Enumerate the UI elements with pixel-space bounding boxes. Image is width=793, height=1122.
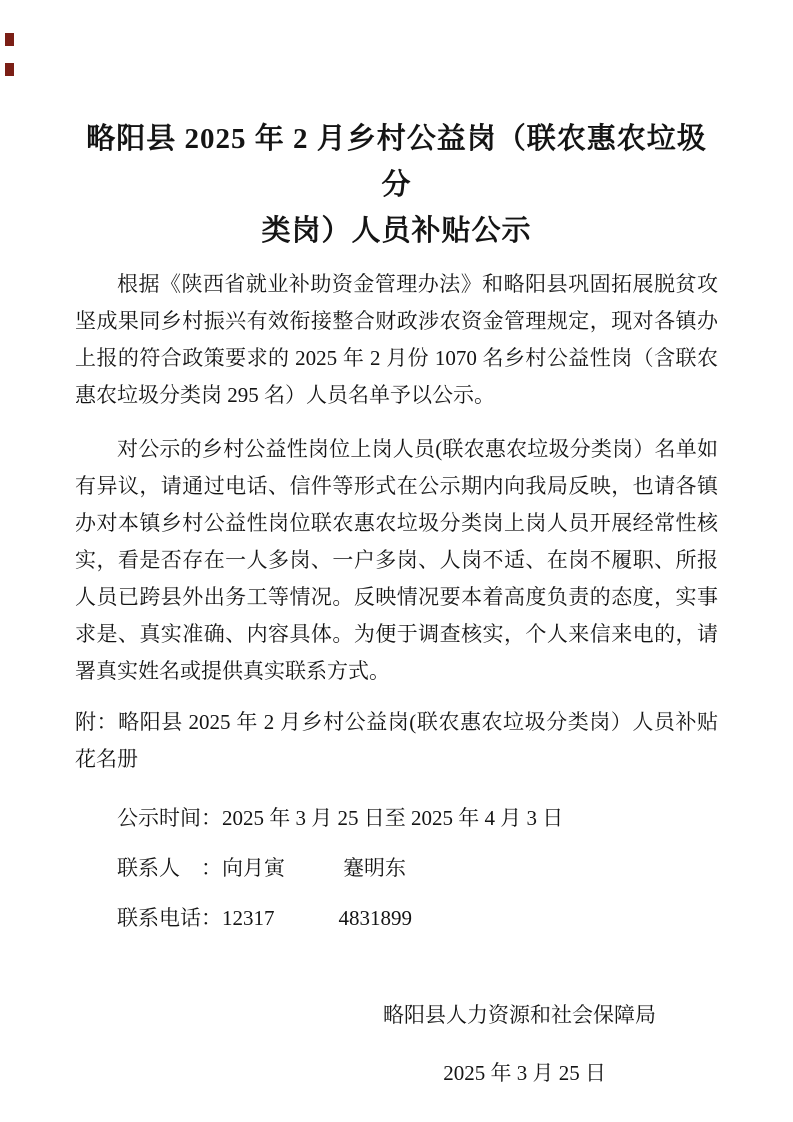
issuer-signature: 略阳县人力资源和社会保障局 [383, 1003, 656, 1027]
body-paragraph-basis: 根据《陕西省就业补助资金管理办法》和略阳县巩固拓展脱贫攻坚成果同乡村振兴有效衔接整合财政涉农资金管理规定，现对各镇办上报的符合政策要求的 2025 年 2 月份 1070 名乡村公益性岗（含联农惠农垃圾分类岗 295 名）人员名单予以公示。 [75, 272, 718, 407]
contact-phones-label: 联系电话： [117, 906, 222, 930]
red-stamp-mark-bottom [5, 63, 14, 76]
page-title-line-1: 略阳县 2025 年 2 月乡村公益岗（联农惠农垃圾分 [86, 123, 707, 201]
publicity-period-label: 公示时间： [117, 806, 222, 830]
page-title [75, 116, 718, 254]
contact-persons-label: 联系人 ： [117, 856, 222, 880]
attachment-note: 附：略阳县 2025 年 2 月乡村公益岗(联农惠农垃圾分类岗）人员补贴花名册 [75, 710, 718, 771]
red-stamp-mark-top [5, 33, 14, 46]
contact-persons-line [75, 850, 718, 887]
publicity-period-value: 2025 年 3 月 25 日至 2025 年 4 月 3 日 [222, 806, 564, 830]
contact-person-1: 向月寅 [222, 856, 285, 880]
publicity-period-line [75, 800, 718, 837]
body-paragraph-objection: 对公示的乡村公益性岗位上岗人员(联农惠农垃圾分类岗）名单如有异议，请通过电话、信件等形式在公示期内向我局反映，也请各镇办对本镇乡村公益性岗位联农惠农垃圾分类岗上岗人员开展经常性核实，看是否存在一人多岗、一户多岗、人岗不适、在岗不履职、所报人员已跨县外出务工等情况。反映情况要本着高度负责的态度，实事求是、真实准确、内容具体。为便于调查核实，个人来信来电的，请署真实姓名或提供真实联系方式。 [75, 437, 718, 683]
contact-person-2: 蹇明东 [343, 856, 406, 880]
issue-date: 2025 年 3 月 25 日 [443, 1061, 606, 1085]
contact-phone-2: 4831899 [338, 906, 412, 930]
contact-phone-1: 12317 [222, 906, 275, 930]
page-title-line-2: 类岗）人员补贴公示 [261, 215, 532, 247]
contact-phones-line [75, 900, 718, 937]
